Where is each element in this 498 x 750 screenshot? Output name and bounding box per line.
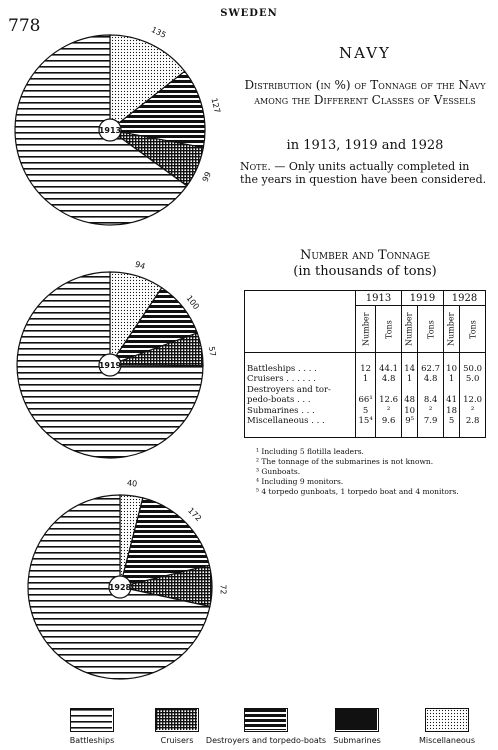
data-value: 1	[406, 374, 413, 384]
data-value: 2.8	[465, 416, 480, 426]
data-value: 15⁴	[358, 416, 373, 426]
note-text: — Only units actually completed in the years in question have been considered.	[240, 160, 487, 186]
data-value: 41	[446, 395, 457, 405]
distribution-years: in 1913, 1919 and 1928	[286, 138, 444, 153]
year-header: 1913	[356, 291, 402, 306]
table-corner	[245, 291, 356, 353]
data-value	[419, 385, 442, 396]
data-value: 18	[446, 405, 457, 416]
legend-pattern-fill	[336, 709, 377, 730]
data-value	[357, 385, 374, 396]
data-column	[401, 353, 417, 438]
data-value: 5	[362, 405, 369, 416]
column-subheader: Number	[356, 306, 376, 353]
distribution-title: Distribution (in %) of Tonnage of the Navy among the Different Classes of Vessels	[244, 78, 486, 107]
data-value: 12.0	[463, 395, 483, 405]
legend-label: Miscellaneous	[418, 736, 476, 745]
data-value	[445, 385, 458, 396]
legend-pattern	[245, 709, 286, 730]
legend-swatch-miscellaneous	[425, 708, 469, 732]
data-value: 66¹	[358, 395, 373, 405]
data-value: 5	[448, 416, 455, 426]
data-column	[356, 353, 376, 438]
data-value: 9⁵	[405, 416, 415, 426]
data-value: 4.8	[381, 374, 396, 384]
data-value: 5.0	[465, 374, 480, 384]
pie-slice-label: 172	[186, 505, 204, 524]
column-subheader: Tons	[418, 306, 444, 353]
data-value: 9.6	[381, 416, 396, 426]
pie-slice-label: 100	[184, 293, 201, 312]
legend-swatch-destroyers-and-torpedo-boats	[244, 708, 288, 732]
category-label: Destroyers and tor-	[247, 384, 331, 395]
note	[240, 160, 488, 186]
data-value	[403, 385, 416, 396]
data-column	[418, 353, 444, 438]
pie-slice-label: 40	[126, 478, 138, 489]
category-label: Miscellaneous . . .	[247, 416, 325, 426]
category-label: Cruisers . . . . . .	[247, 374, 317, 384]
data-value: 1	[448, 374, 455, 384]
legend-pattern	[426, 709, 467, 730]
data-column	[376, 353, 402, 438]
table-title	[240, 248, 490, 280]
data-value: ²	[428, 405, 433, 416]
footnote: ² The tonnage of the submarines is not known.	[256, 457, 434, 466]
legend-pattern-fill	[156, 709, 197, 730]
column-subheader: Number	[401, 306, 417, 353]
pie-slice-label: 127	[209, 96, 222, 115]
tonnage-table	[244, 290, 486, 438]
year-header: 1928	[443, 291, 485, 306]
table-title-line2: (in thousands of tons)	[293, 264, 437, 279]
legend-pattern-fill	[71, 709, 112, 730]
legend-label: Cruisers	[160, 736, 194, 745]
pie-slice-label: 66	[199, 170, 213, 183]
legend-pattern	[156, 709, 197, 730]
page-number: 778	[8, 16, 41, 36]
data-value: 1	[362, 374, 369, 384]
footnotes	[256, 447, 492, 497]
data-value: ²	[470, 405, 475, 416]
legend-pattern	[71, 709, 112, 730]
legend-pattern-fill	[426, 709, 467, 730]
legend-swatch-submarines	[335, 708, 379, 732]
data-column	[460, 353, 486, 438]
data-value: 12.6	[379, 395, 399, 405]
legend-label: Submarines	[333, 736, 381, 745]
pie-slice-label: 135	[149, 25, 168, 40]
category-cell	[245, 353, 356, 438]
legend-swatch-battleships	[70, 708, 114, 732]
data-value: 10	[404, 405, 416, 416]
legend-pattern-fill	[245, 709, 286, 730]
footnote: ⁴ Including 9 monitors.	[256, 477, 344, 486]
data-value: 62.7	[421, 363, 441, 374]
data-column	[443, 353, 459, 438]
note-lead: Note.	[240, 160, 271, 173]
category-label: pedo-boats . . .	[247, 395, 311, 405]
data-value: 10	[446, 363, 457, 374]
data-value: 50.0	[463, 363, 483, 374]
year-header: 1919	[401, 291, 443, 306]
section-title: NAVY	[339, 44, 391, 62]
data-value: 44.1	[379, 363, 399, 374]
data-value	[461, 385, 484, 396]
table-title-line1: Number and Tonnage	[299, 248, 431, 263]
data-value: 7.9	[423, 416, 438, 426]
data-value	[377, 385, 400, 396]
pie-center-label: 1919	[98, 361, 122, 370]
category-label: Submarines . . .	[247, 405, 315, 416]
legend-label: Destroyers and torpedo-boats	[205, 736, 327, 745]
column-subheader: Tons	[460, 306, 486, 353]
data-value: ²	[386, 405, 391, 416]
legend-swatch-cruisers	[155, 708, 199, 732]
pie-slice-label: 72	[218, 584, 228, 595]
data-value: 48	[404, 395, 416, 405]
data-value: 4.8	[423, 374, 438, 384]
category-label: Battleships . . . .	[247, 363, 317, 374]
footnote: ¹ Including 5 flotilla leaders.	[256, 447, 364, 456]
pie-center-label: 1928	[108, 583, 132, 592]
legend-label: Battleships	[69, 736, 115, 745]
footnote: ³ Gunboats.	[256, 467, 301, 476]
legend-pattern	[336, 709, 377, 730]
pie-slice-label: 94	[133, 259, 147, 272]
data-value: 8.4	[423, 395, 438, 405]
footnote: ⁵ 4 torpedo gunboats, 1 torpedo boat and 4 monitors.	[256, 487, 459, 496]
pie-center-label: 1913	[98, 126, 122, 135]
column-subheader: Tons	[376, 306, 402, 353]
data-value: 14	[404, 363, 416, 374]
column-subheader: Number	[443, 306, 459, 353]
pie-slice-label: 57	[206, 345, 218, 358]
running-head: SWEDEN	[220, 8, 278, 19]
data-value: 12	[360, 363, 372, 374]
